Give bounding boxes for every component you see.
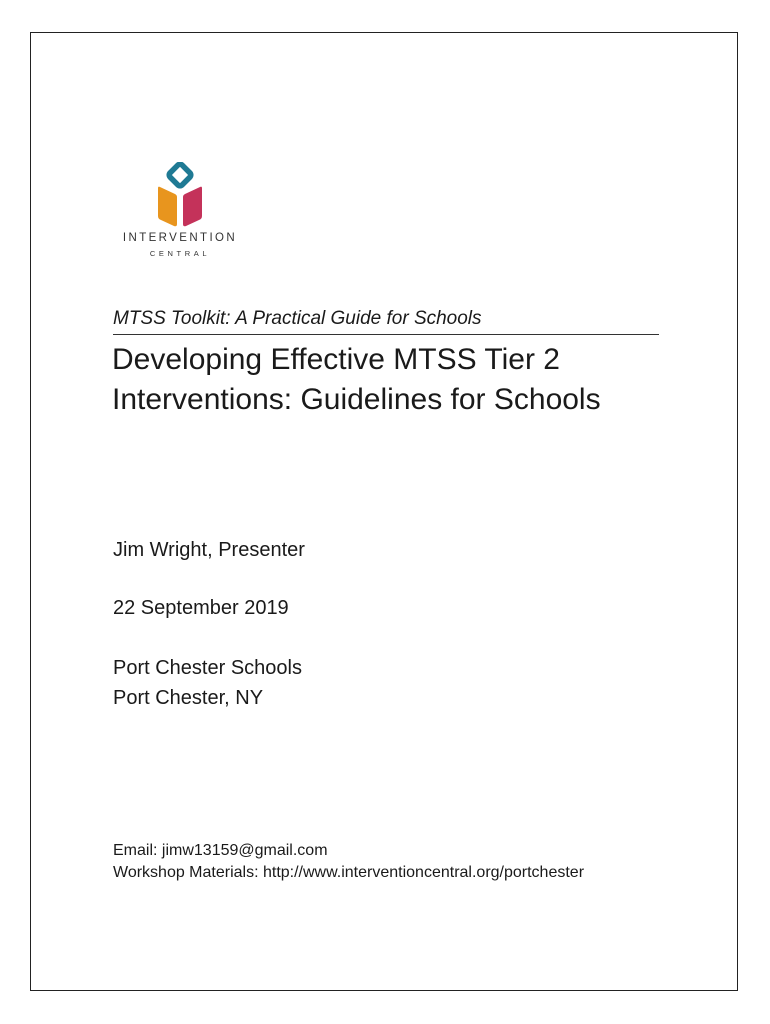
title-divider [113,334,659,335]
title-line-2: Interventions: Guidelines for Schools [112,383,601,416]
contact-email: Email: jimw13159@gmail.com [113,842,328,859]
series-title: MTSS Toolkit: A Practical Guide for Schools [113,308,482,329]
location-line-2: Port Chester, NY [113,687,264,709]
title-line-1: Developing Effective MTSS Tier 2 [112,343,560,376]
logo-wordmark: INTERVENTION [122,232,238,244]
logo-subtitle: CENTRAL [149,249,211,258]
workshop-materials-link: Workshop Materials: http://www.interventioncentral.org/portchester [113,864,585,881]
intervention-central-logo [110,160,250,265]
document-title [112,340,692,420]
logo-mark-icon [156,162,204,228]
presentation-date: 22 September 2019 [113,597,289,619]
presenter-name: Jim Wright, Presenter [113,539,305,561]
location-line-1: Port Chester Schools [113,657,302,679]
